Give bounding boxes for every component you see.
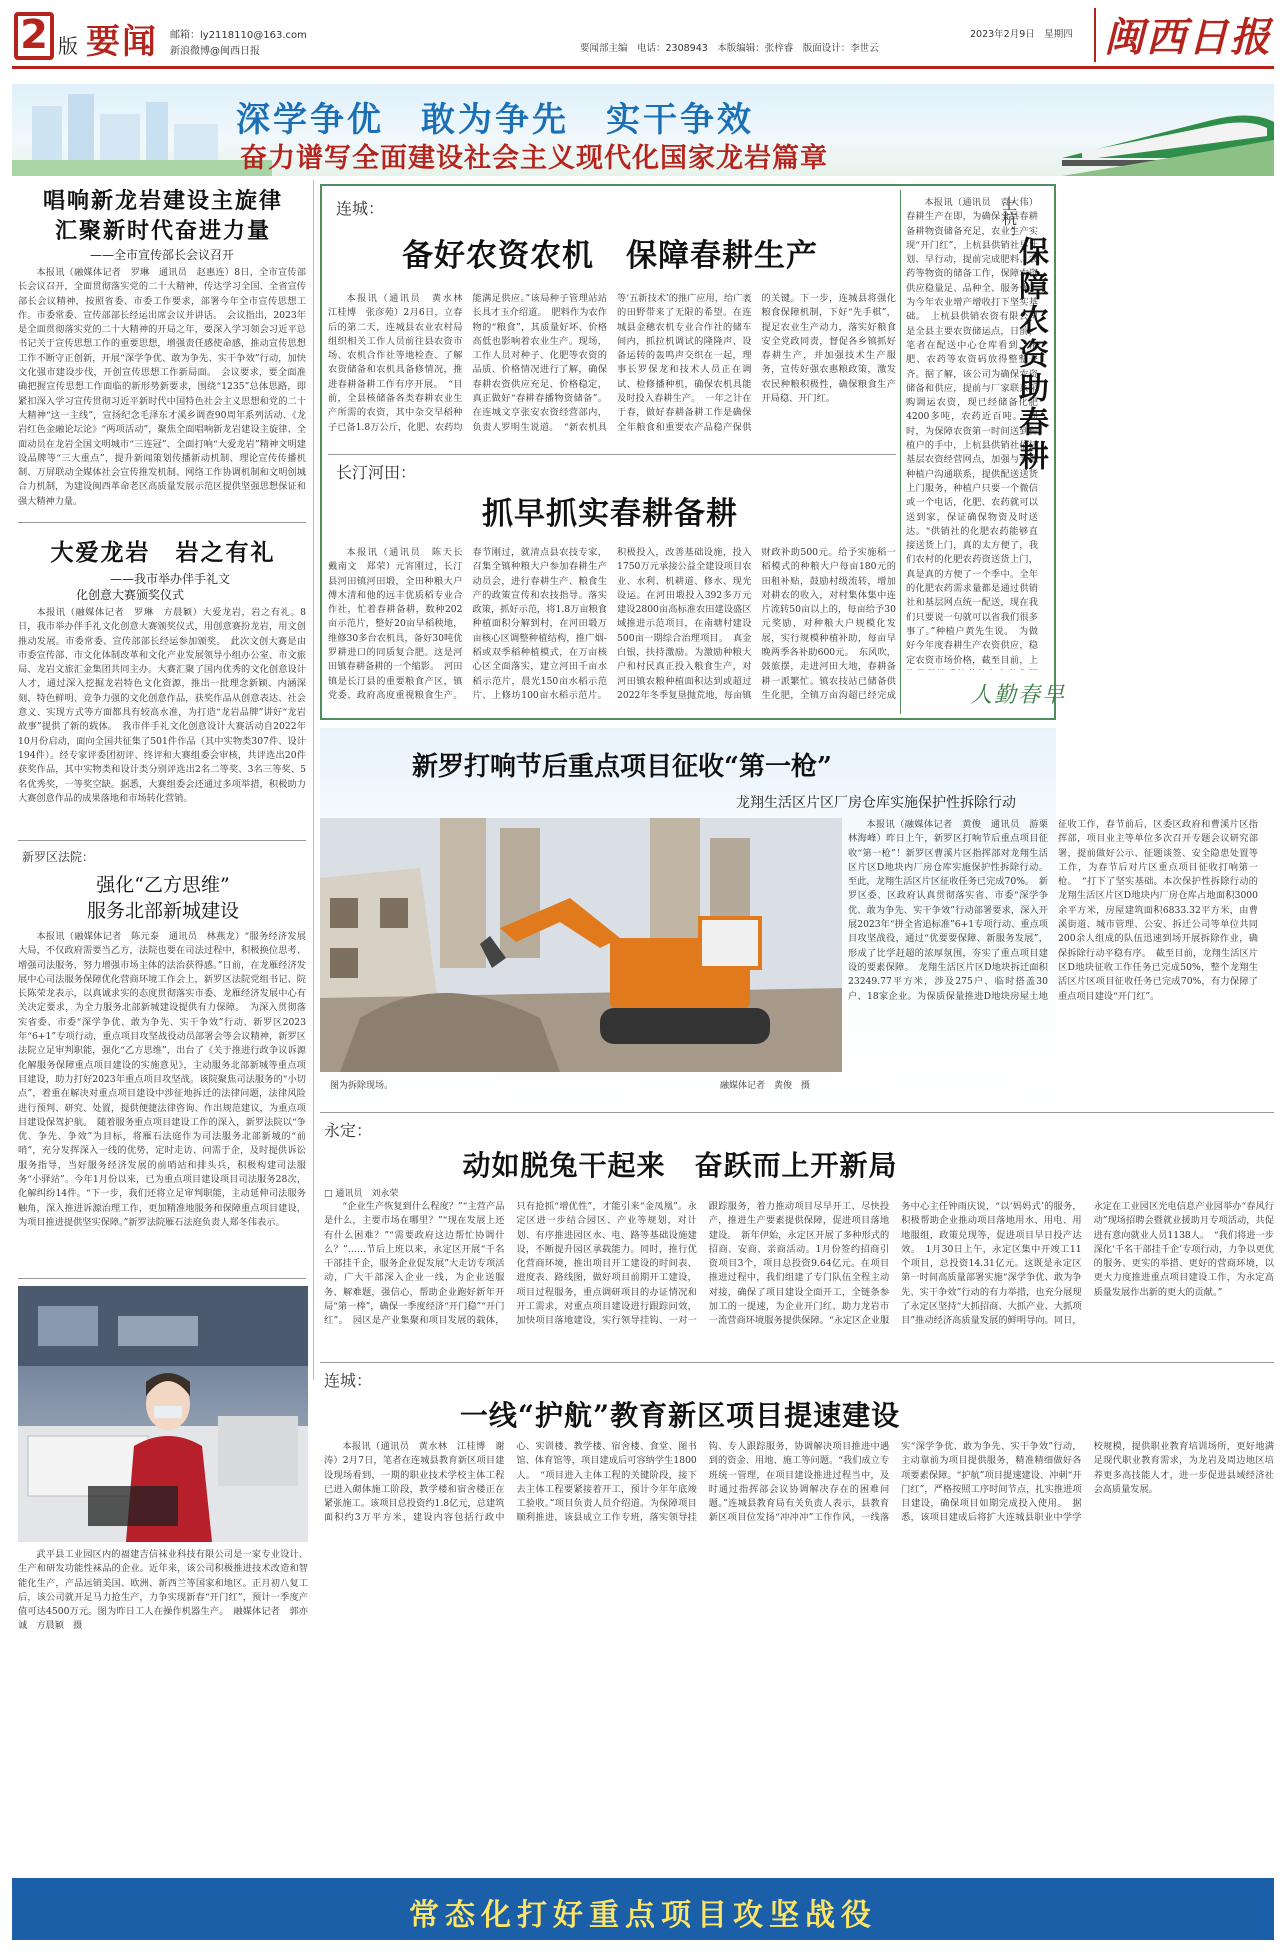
article-court-title1: 强化“乙方思维” xyxy=(96,874,230,896)
factory-photo xyxy=(18,1286,308,1542)
yongding-kicker: 永定： xyxy=(324,1121,373,1140)
xinluo-title: 新罗打响节后重点项目征收“第一枪” xyxy=(412,752,832,782)
masthead-rule xyxy=(12,66,1274,69)
changting-title: 抓早抓实春耕备耕 xyxy=(482,496,738,532)
article-gift-body: 本报讯（融媒体记者 罗琳 方晨颖）大爱龙岩，岩之有礼。8日，我市举办伴手礼文化创意大赛颁奖仪式，用创意赛扮龙岩，用文创推动发展。市委常委、宣传部部长经运参加颁奖。 此次文创大赛是由市委宣传部、市文化体制改革和文化产业发展领导小组办公室、市文旅局、龙岩文旅汇金集团共同主办。大赛汇聚了国内优秀的文化创意设计人才，通过深入挖掘龙岩特色文化资源，推出一批理念新颖、内涵深刻、特色鲜明、竞争力强的文化创意作品，获奖作品从创意表达、社会意义、实现方式等方面都具有较高水准，为打造“龙岩品牌”讲好“龙岩故事”提供了新的载体。 我市伴手礼文化创意设计大赛活动自2022年10月份启动，面向全国共征集了501件作品（其中实物类307件、设计194件）。经专家评委团初评、终评和大赛组委会审核，共评选出20件获奖作品，其中实物类和设计类分别评选出2名二等奖、3名三等奖、5名优秀奖，一等奖空缺。据悉，大赛组委会还通过多项举措，积极助力大赛创意作品的成果落地和市场转化营销。 xyxy=(18,607,306,804)
changting-kicker: 长汀河田： xyxy=(336,463,417,482)
mid-rule-2 xyxy=(320,1362,1274,1363)
factory-worker-image xyxy=(18,1286,308,1542)
banner-train-icon xyxy=(1062,100,1274,176)
article-court-body: 本报讯（融媒体记者 陈元泰 通讯员 林燕龙）“服务经济发展大局，不仅政府需要当乙方，法院也要在司法过程中，积极换位思考、增强司法服务，努力增强市场主体的法治获得感。”日前，在龙雁经济发展中心司法服务保障优化营商环境工作会上，新罗区法院党组书记、院长陈荣龙表示，以真诚求实的态度贯彻落实市委、龙雁经济发展中心有关决定要求，为全力服务北部新城建设提供有力保障。 为深入贯彻落实省委、市委“深学争优、敢为争先、实干争效”行动、新罗区2023年“6+1”专项行动，重点项目攻坚战役动员部署会等会议精神，新罗区法院立足审判职能，强化“乙方思维”，出台了《关于推进行政争议诉源化解服务保障重点项目建设的实施意见》，主动服务北部新城等重点项目建设，助力打好2023年重点项目攻坚战。该院聚焦司法服务的“小切点”，着重在解决对重点项目建设中涉征地拆迁的法律问题，法律风险进行预判、研究、处置，提供便捷法律咨询、作出规范建议，为重点项目建设保驾护航。 随着服务重点项目建设工作的深入，新罗法院以“争优、争先、争效”为目标，将雁石法庭作为司法服务北部新城的“前哨”，充分发挥深入一线的优势，定时走访、问需于企，及时提供诉讼服务指导，当好服务经济发展的前哨站和排头兵，积极构建司法服务“小驿站”。今年1月份以来，已为重点项目建设项目司法服务28次，化解纠纷14件。“下一步，我们还将立足审判职能，主动延伸司法服务触角，深入推进诉源治理工作，更加精准地服务和保障重点项目建设，为项目推进提供坚实保障。”新罗法院雁石法庭负责人郑冬伟表示。 xyxy=(18,931,306,1228)
article-propaganda-title2: 汇聚新时代奋进力量 xyxy=(54,218,271,244)
article-court-title2: 服务北部新城建设 xyxy=(86,900,239,922)
shanghang-title: 保障农资助春耕 xyxy=(1013,236,1048,474)
banner xyxy=(12,84,1274,176)
shanghang-stamp: 人勤春早 xyxy=(970,683,1067,708)
demolition-excavator-image xyxy=(320,818,842,1072)
article-propaganda-subtitle: ——全市宣传部长会议召开 xyxy=(90,248,235,262)
demolition-photo-credit: 融媒体记者 黄俊 摄 xyxy=(720,1081,811,1091)
yongding-body: “企业生产恢复到什么程度？”“主营产品是什么，主要市场在哪里？”“现在发展上还有什么困难？”“需要政府这边帮忙协调什么？”……节后上班以来，永定区开展“千名干部挂千企，服务企业促发展”大走访专项活动，广大干部深入企业一线，为企业送服务、解难题，强信心，帮助企业跑好新年开局“第一棒”，确保一季度经济“开门稳”“开门红”。 园区是产业集聚和项目发展的载体，只有抢抓“增优性”，才能引来“金凤凰”。永定区进一步结合园区、产业等规划，对计划、有序推进园区水、电、路等基础设施建设，不断提升园区承载能力。同时，推行优化营商环境，推出项目开工建设的时间表、进度表、路线图，做好项目前期开工建设，项目过程服务，重点调研项目的办证情况和开工需求，对重点项目建设进行跟踪问效，加快项目落地建设，实行领导挂钩、一对一跟踪服务，着力推动项目尽早开工、尽快投产，推进生产要素提供保障，促进项目落地建设。 新年伊始，永定区开展了多种形式的招商、安商、亲商活动。1月份签约招商引资项目3个，项目总投资9.64亿元。在项目推进过程中，我们组建了专门队伍全程主动对接，确保了项目建设全面开工，全链条参加工的一提速，为企业开门红、助力龙岩市一流营商环境服务提供保障。“永定区企业服务中心主任钟雨庆说，“以‘妈妈式’的服务，积极帮助企业推动项目落地用水、用电、用地服组，政策兑现等，促进项目早日投产达效。 1月30日上午，永定区集中开竣工11个项目，总投资14.31亿元。这既是永定区第一时间高质量部署实施“深学争优、敢为争先、实干争效”行动的有力举措，也充分展现了永定区坚持“大抓招商、大抓产业、大抓项目”推动经济高质量发展的鲜明导向。同日，永定在工业园区光电信息产业园举办“春风行动”现场招聘会暨就业援助月专项活动，共促进有意向就业人员1138人。 “我们将进一步深化‘千名干部挂千企’专项行动，力争以更优的服务、更实的举措、更好的营商环境，以更大力度推进重点项目建设工作，为永定高质量发展作出新的更大的贡献。” xyxy=(324,1201,1274,1327)
factory-photo-caption: 武平县工业园区内的福建吉信袜业科技有限公司是一家专业设计、生产和研发功能性袜品的企业。近年来，该公司积极推进技术改造和智能化生产，产品远销美国、欧洲、新西兰等国家和地区。正月初八复工后，该公司就开足马力抢生产，力争实现新春“开门红”，预计一季度产值可达4500万元。图为昨日工人在操作机器生产。 融媒体记者 郭亦诚 方晨颖 摄 xyxy=(18,1549,308,1632)
section-name: 要闻 xyxy=(86,22,158,62)
article-propaganda-body: 本报讯（融媒体记者 罗琳 通讯员 赵惠连）8日，全市宣传部长会议召开，全面贯彻落实党的二十大精神，传达学习全国、全省宣传部长会议精神，按照省委、市委工作要求，部署今年全市宣传思想工作。市委常委、宣传部部长经运出席会议并讲话。 会议指出，2023年是全面贯彻落实党的二十大精神的开局之年，要深入学习领会习近平总书记关于宣传思想工作的重要思想，增强责任感使命感，推动宣传思想工作不断守正创新，开展“深学争优、敢为争先、实干争效”行动，加快文化强市建设步伐，开创宣传思想工作新局面。 会议要求，要全面准确把握宣传思想工作面临的新形势新要求，围绕“1235”总体思路，即紧扣深入学习宣传贯彻习近平新时代中国特色社会主义思想和党的二十大精神“这一主线”，宣扬纪念毛泽东才溪乡调查90周年系列活动、《龙岩红色金融论坛论》“两项活动”，聚焦全面唱响新龙岩建设主旋律、全面动员在龙岩全国文明城市“三连冠”、全面打响“大爱龙岩”精神文明建设品牌等“三大重点”，提升新闻策划传播新动机制、理论宣传传播机制、万屏联动全媒体社会宣传推发机制、网络工作协调机制和文明创城合力机制，为建设闽西革命老区高质量发展示范区提供坚强思想保证和强大精神力量。 xyxy=(18,267,306,507)
liancheng-body: 本报讯（通讯员 黄水林 江桂博 张彦苑）2月6日，立春后的第二天，连城县农业农村局组织相关工作人员前往县农资市场、农机合作社等地检查、了解农资储备和农机具备修情况，推进春耕备耕工作有序开展。 “目前，全县核储备各类春耕农业生产所需的农资，其中杂交早稻种子已备1.8万公斤，化肥、农药均能满足供应。”该局种子管理站站长具才玉介绍道。 肥料作为农作物的“粮食”，其质量好坏、价格高低也影响着农业生产。现场，工作人员对种子、化肥等农资的品质、价格情况进行了解，确保春耕农资供应充足、价格稳定，真正做好“春耕春播物资储备”。在连城文亨张安农资经营部内，负责人罗明生说道。 “新农机具等‘五新技术’的推广应用，给广袤的田野带来了无限的希望。在连城县金穗农机专业合作社的储车间内，抓拉机调试的隆隆声、设备运转的轰鸣声交织在一起，理事长罗保龙和技术人员正在调试、检修播种机，确保农机具能及时投入春耕生产。 一年之计在于春，做好春耕备耕工作是确保全年粮食和重要农产品稳产保供的关键。下一步，连城县将强化粮食保障机制，下好“先手棋”，提足农业生产动力，落实好粮食安全党政同责，督促各乡镇抓好春耕生产，并加强技术生产服务，宣传好强农惠粮政策，激发农民种粮积极性，确保粮食生产开局稳、开门红。 xyxy=(328,293,896,433)
editor-line: 要闻部主编 电话：2308943 本版编辑：张梓睿 版面设计：李世云 xyxy=(580,43,879,54)
agri-mid-rule xyxy=(328,454,896,455)
footer-slogan: 常态化打好重点项目攻坚战役 xyxy=(409,1898,877,1933)
masthead xyxy=(0,0,1286,80)
shanghang-kicker: 上杭： xyxy=(1000,196,1018,241)
liancheng-kicker: 连城： xyxy=(336,199,385,218)
demolition-photo-label: 图为拆除现场。 xyxy=(330,1081,394,1091)
yongding-byline: □ 通讯员 刘永荣 xyxy=(324,1189,399,1199)
liancheng-title: 备好农资农机 保障春耕生产 xyxy=(402,238,818,274)
banner-building-icon xyxy=(12,84,272,176)
liancheng2-kicker: 连城： xyxy=(324,1371,373,1390)
page-label: 版 xyxy=(58,34,78,58)
banner-line1: 深学争优 敢为争先 实干争效 xyxy=(236,100,754,140)
article-gift-subtitle2: 化创意大赛颁奖仪式 xyxy=(76,588,185,602)
xinluo-subtitle: 龙翔生活区片区厂房仓库实施保护性拆除行动 xyxy=(736,795,1016,811)
section-weibo: 新浪微博@闽西日报 xyxy=(170,46,260,57)
xinluo-body: 本报讯（融媒体记者 黄俊 通讯员 游栗 林海峰）昨日上午，新罗区打响节后重点项目征收“第一枪”！新罗区曹溪片区指挥部对龙翔生活区片区D地块内厂房仓库实施保护性拆除行动。至此，龙翔生活区片区征收任务已完成70%。 新罗区委、区政府认真贯彻落实省、市委“深学争优、敢为争先、实干争效”行动部署要求，深入开展2023年“拼全省追标准”6+1专项行动、重点项目攻坚战役，通过“优要要保障、新服务发展”，形成了比学赶超的浓厚氛围，夯实了重点项目建设的要素保障。 龙翔生活区片区D地块拆迁面积23249.77平方米，涉及275户、临时搭盖30户、18家企业。为保质保量推进D地块房屋土地征收工作，春节前后，区委区政府和曹溪片区指挥部，项目业主等单位多次召开专题会议研究部署，提前做好公示、征题谈签、安全隐患处置等工作，为春节后对片区重点项目征收打响第一枪。 “打下了坚实基础。本次保护性拆除行动的龙翔生活区片区D地块内厂房仓库占地面积3000余平方米，房屋建筑面积6833.32平方米，由曹溪街道、城市管理、公安、拆迁公司等单位共同200余人组成的队伍迅速到场开展拆除作业，确保拆除行动平稳有序。 截至目前，龙翔生活区片区D地块征收工作任务已完成50%，整个龙翔生活区片区项目征收任务已完成70%，有力保障了重点项目建设“开门红”。 xyxy=(848,819,1258,1002)
agri-inner-divider xyxy=(900,190,901,714)
section-email: 邮箱：ly2118110@163.com xyxy=(170,30,307,41)
shanghang-body: 本报讯（通讯员 袁大伟）春耕生产在即，为确保全县春耕备耕物资储备充足，农业生产实现“开门红”，上杭县供销社早计划、早行动，提前完成肥料、农药等物资的储备工作，保障农资供应稳量足、品种全、服务优，为今年农业增产增收打下坚实基础。 上杭县供销农资有限公司是全县主要农资储运点，日前，笔者在配送中心仓库看到，化肥、农药等农资码放得整整齐齐。据了解，该公司为确保农资储备和供应，提前与厂家联系采购调运农资，现已经储备化肥4200多吨，农药近百吨。 同时，为保障农资第一时间送到种植户的手中，上杭县供销社依托基层农资经营网点，加强与当地种植户沟通联系，提供配送送货上门服务，种植户只要一个微信或一个电话，化肥、农药就可以送到家，保证确保物资及时送达。“供销社的化肥农药能够直接送货上门，真的太方便了，我们农村的化肥农药资送货上门，真是真的方便了一个季中。全年的化肥农药需求量都是通过供销社和基层网点统一配送，现在我们只要说一句就可以省我们很多事了。”种植户黄先生说。 为做好今年度春耕生产农资供应，稳定农资市场价格，截至目前，上 xyxy=(906,197,1038,666)
left-rule-2 xyxy=(18,840,306,841)
date-line: 2023年2月9日 星期四 xyxy=(970,29,1073,40)
liancheng2-body: 本报讯（通讯员 黄水林 江桂博 谢涛）2月7日，笔者在连城县教育新区项目建设现场看到，一期的职业技术学校主体工程已进入砌体施工阶段，教学楼和宿舍楼正在紧张施工。该项目总投资约1.8亿元，总建筑面积约3万平方米，建设内容包括行政中心、实训楼、教学楼、宿舍楼、食堂、图书馆、体育馆等，项目建成后可容纳学生1800人。 “项目进入主体工程的关键阶段，接下去主体工程要紧接着开工，预计今年年底竣工验收。”项目负责人员介绍道。为保障项目顺利推进，该县成立工作专班，落实领导挂钩、专人跟踪服务，协调解决项目推进中遇到的资金、用地、施工等问题。“我们成立专班统一管理，在项目建设推进过程当中，及时通过指挥部会议协调解决存在的困难问题。”连城县教育局有关负责人表示，县教育新区项目位发扬“冲冲冲”工作作风，一线落实“深学争优、敢为争先、实干争效”行动，主动靠前为项目提供服务，精准精细做好各项要素保障。“护航”项目提速建设、冲刺“开门红”，严格按照工序时间节点，扎实推进项目建设，确保项目如期完成投入使用。 据悉，该项目建成后将扩大连城县职业中学学校规模，提供职业教育培训场所，更好地满足现代职业教育需求，为龙岩及周边地区培养更多高技能人才，进一步促进县域经济社会高质量发展。 xyxy=(324,1441,1274,1524)
yongding-title: 动如脱兔干起来 奋跃而上开新局 xyxy=(462,1149,898,1182)
article-propaganda-title1: 唱响新龙岩建设主旋律 xyxy=(42,188,283,214)
left-rule-1 xyxy=(18,522,306,523)
newspaper-logo: 闽西日报 xyxy=(1104,14,1272,61)
demolition-photo xyxy=(320,818,842,1072)
mid-rule-1 xyxy=(320,1112,1274,1113)
left-rule-3 xyxy=(18,1278,306,1279)
page-number: 2 xyxy=(20,12,48,58)
article-gift-title: 大爱龙岩 岩之有礼 xyxy=(50,539,276,566)
article-court-kicker: 新罗区法院： xyxy=(22,850,95,864)
left-col-divider xyxy=(313,180,314,1380)
changting-body: 本报讯（通讯员 陈天长 戴南文 郑荣）元宵刚过，长汀县河田镇河田塅，全田种粮大户傅木清和他的远丰优质稻专业合作社，忙着春耕备耕，数种202亩示范片，整好20亩早稻秧地，维修30多台农机具，备好30吨优罗耕进口的同质复合肥。这是河田镇春耕备耕的一个缩影。 河田镇是长汀县的重要粮食产区，镇党委、政府高度重视粮食生产。春节刚过，就清点县农技专家，召集全镇种粮大户参加春耕生产动员会，进行春耕生产、粮食生产的政策宣传和农技指导。落实政策，抓好示范，将1.8万亩粮食种植面积分解到村，在河田塅万亩核心区调整种植结构，推广烟-稻或双季稻种植模式，在万亩核心区全面落实，建立河田千亩水稻示范片，晨光150亩水稻示范片、上修坊100亩水稻示范片。积极投入，改善基础设施，投入1750万元承接公益全建设项目农业、水利、机耕道、修水、现光设运。在河田塅投入392多万元建设2800亩高标准农田建设盛区域推进示范项目，在南塘村建设500亩一期综合治理项目。 真金白银，扶持激励。为激励种粮大户和村民真正投入粮食生产，对河田镇农粮种植面积达到或超过2022年冬季复垦抛荒地，每亩镇财政补助500元。给予实施稻一稻模式的种粮大户每亩180元的田租补贴，鼓励村级流转，增加对耕农的收入，对村集体集中连片流转50亩以上的，每亩给予30元奖励，对种粮大户规模化发展，实行规模种植补助，每亩早晚两季各补助600元。 东风吹，鼓旅摆，走进河田大地，春耕备耕一派繁忙。镇农技站已储备供生化肥，全镇万亩沟超已经完成 xyxy=(328,547,896,701)
article-gift-subtitle1: ——我市举办伴手礼文 xyxy=(110,572,231,586)
banner-line2: 奋力谱写全面建设社会主义现代化国家龙岩篇章 xyxy=(240,143,828,174)
liancheng2-title: 一线“护航”教育新区项目提速建设 xyxy=(459,1399,901,1432)
